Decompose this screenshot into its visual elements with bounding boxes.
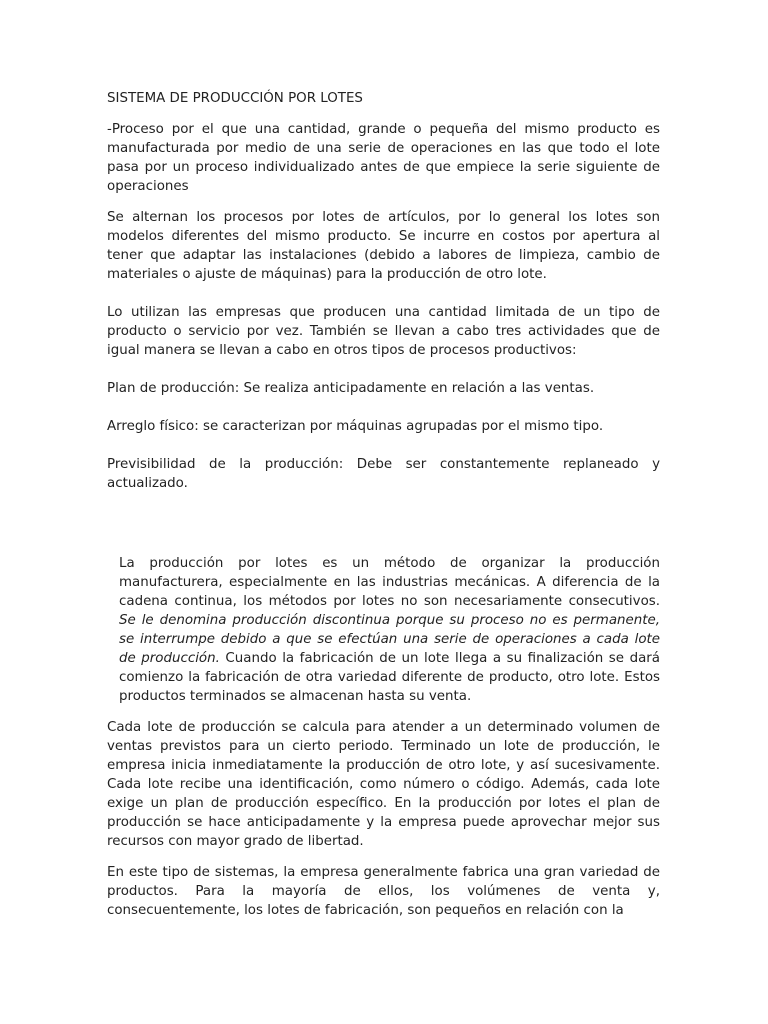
paragraph-alternation: Se alternan los procesos por lotes de artículos, por lo general los lotes son modelos diferentes del mismo producto. Se incurre en costos por apertura al tener que adaptar las instalaciones (debido a labores de limpieza, cambio de materiales o ajuste de máquinas) para la producción de otro lote. bbox=[107, 210, 660, 282]
document-title: SISTEMA DE PRODUCCIÓN POR LOTES bbox=[107, 91, 363, 106]
paragraph-lot-calculation: Cada lote de producción se calcula para atender a un determinado volumen de ventas previstos para un cierto periodo. Terminado un lote de producción, le empresa inicia inmediatamente la producción de otro lote, y así sucesivamente. Cada lote recibe una identificación, como número o código. Además, cada lote exige un plan de producción específico. En la producción por lotes el plan de producción se hace anticipadamente y la empresa puede aprovechar mejor sus recursos con mayor grado de libertad. bbox=[107, 720, 660, 849]
paragraph-method-italic: Se le denomina producción discontinua porque su proceso no es permanente, se interrumpe debido a que se efectúan una serie de operaciones a cada lote de producción. bbox=[119, 613, 660, 666]
paragraph-plan: Plan de producción: Se realiza anticipadamente en relación a las ventas. bbox=[107, 381, 595, 396]
paragraph-forecast: Previsibilidad de la producción: Debe ser constantemente replaneado y actualizado. bbox=[107, 457, 660, 491]
paragraph-systems: En este tipo de sistemas, la empresa generalmente fabrica una gran variedad de productos. Para la mayoría de ellos, los volúmenes de venta y, consecuentemente, los lotes de fabricación, son pequeños en relación con la bbox=[107, 865, 660, 918]
paragraph-layout: Arreglo físico: se caracterizan por máquinas agrupadas por el mismo tipo. bbox=[107, 419, 604, 434]
document-body bbox=[107, 89, 660, 920]
paragraph-method-start: La producción por lotes es un método de organizar la producción manufacturera, especialmente en las industrias mecánicas. A diferencia de la cadena continua, los métodos por lotes no son necesariamente consecutivos. bbox=[119, 556, 660, 609]
paragraph-method bbox=[107, 554, 660, 706]
paragraph-definition: -Proceso por el que una cantidad, grande o pequeña del mismo producto es manufacturada por medio de una serie de operaciones en las que todo el lote pasa por un proceso individualizado antes de que empiece la serie siguiente de operaciones bbox=[107, 122, 660, 194]
paragraph-usage: Lo utilizan las empresas que producen una cantidad limitada de un tipo de producto o servicio por vez. También se llevan a cabo tres actividades que de igual manera se llevan a cabo en otros tipos de procesos productivos: bbox=[107, 305, 660, 358]
paragraph-method-end: Cuando la fabricación de un lote llega a su finalización se dará comienzo la fabricación de otra variedad diferente de producto, otro lote. Estos productos terminados se almacenan hasta su venta. bbox=[119, 651, 660, 704]
